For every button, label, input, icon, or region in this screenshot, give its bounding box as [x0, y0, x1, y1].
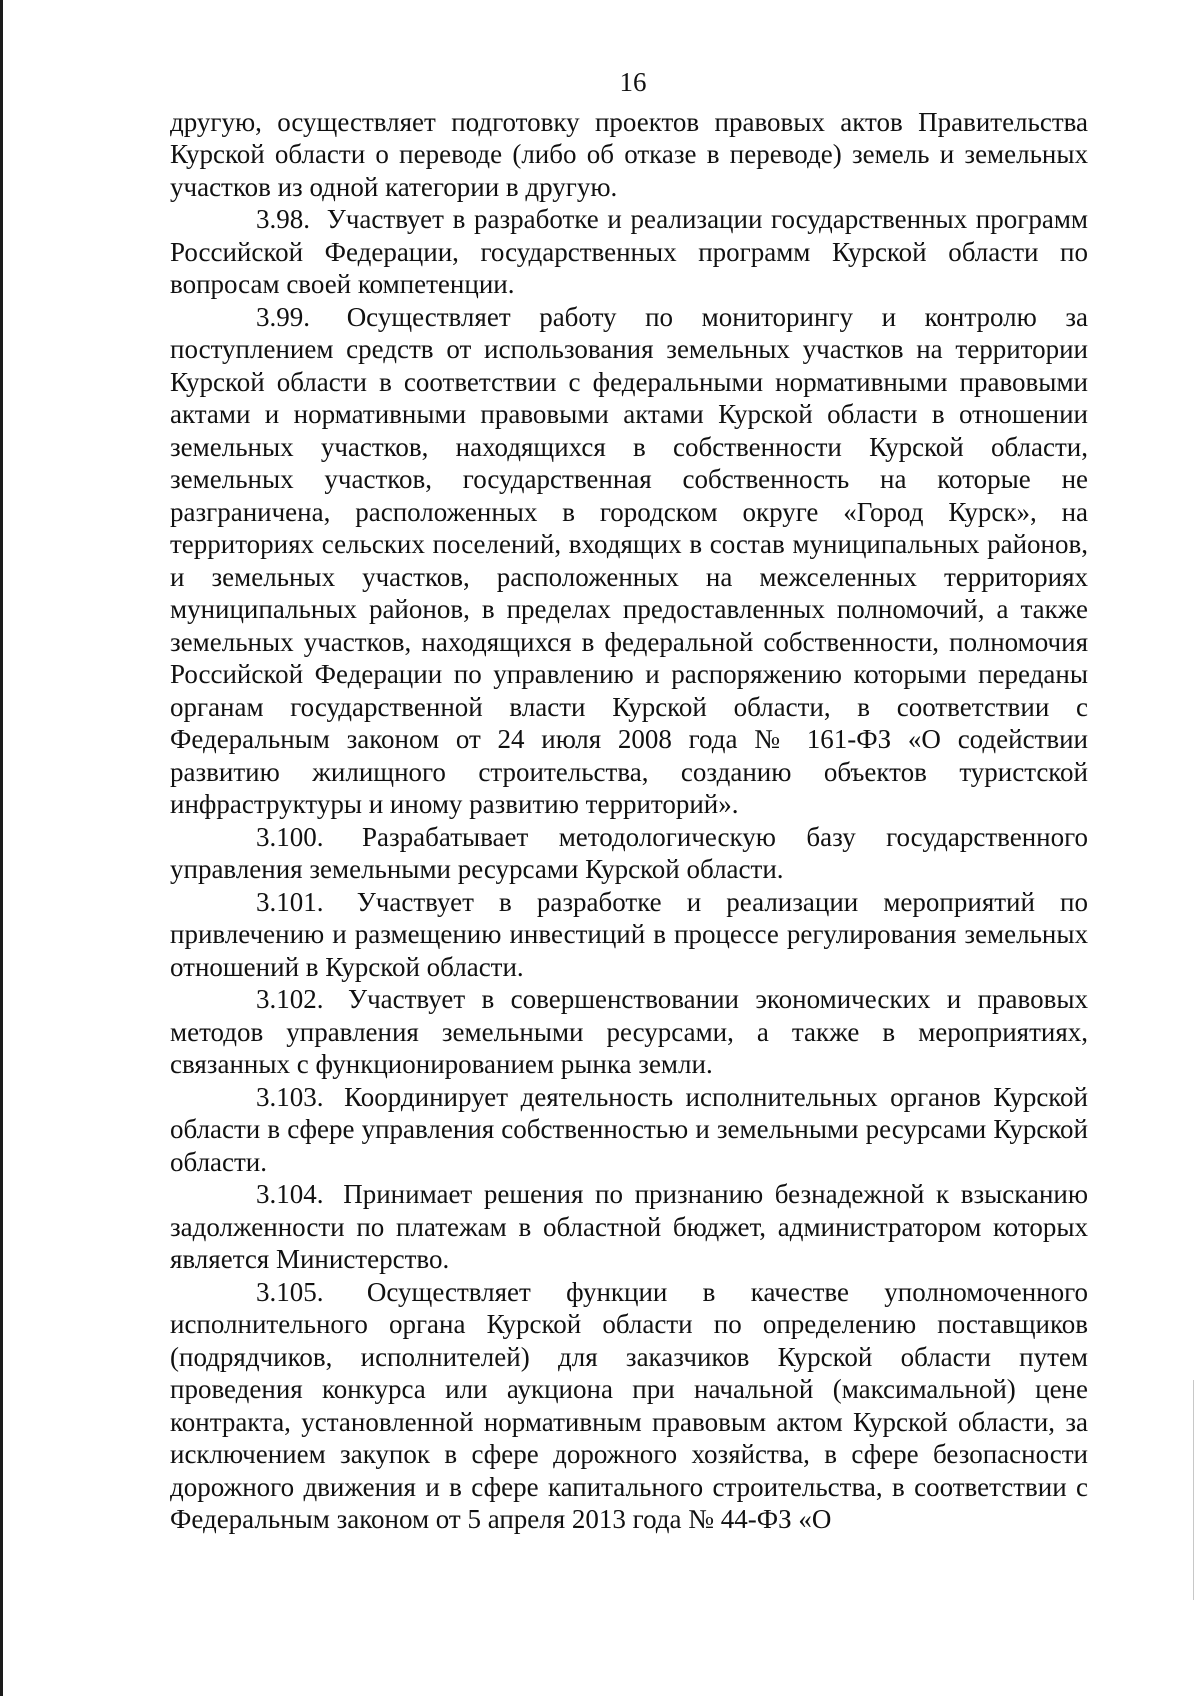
paragraph-text: Осуществляет работу по мониторингу и контролю за поступлением средств от использования земельных участков на территории Курской области в соответствии с федеральными нормативными правовыми актами и нормативными правовыми актами Курской области в отношении земельных участков, находящихся в собственности Курской области, земельных участков, государственная собственность на которые не разграничена, расположенных в городском округе «Город Курск», на территориях сельских поселений, входящих в состав муниципальных районов, и земельных участков, расположенных на межселенных территориях муниципальных районов, в пределах предоставленных полномочий, а также земельных участков, находящихся в федеральной собственности, полномочия Российской Федерации по управлению и распоряжению которыми переданы органам государственной власти Курской области, в соответствии с Федеральным законом от 24 июля 2008 года № 161-ФЗ «О содействии развитию жилищного строительства, созданию объектов туристской инфраструктуры и иному развитию территорий». — [170, 301, 1089, 819]
paragraph-number: 3.98. — [256, 204, 310, 234]
paragraph-3-99 — [170, 301, 1088, 821]
paragraph-number: 3.100. — [256, 821, 324, 852]
paragraph-3-102 — [170, 983, 1088, 1081]
paragraph-number: 3.99. — [256, 301, 310, 332]
paragraph-number: 3.103. — [256, 1081, 324, 1112]
paragraph-text: Осуществляет функции в качестве уполномоченного исполнительного органа Курской области по определению поставщиков (подрядчиков, исполнителей) для заказчиков Курской области путем проведения конкурса или аукциона при начальной (максимальной) цене контракта, установленной нормативным правовым актом Курской области, за исключением закупок в сфере дорожного хозяйства, в сфере безопасности дорожного движения и в сфере капитального строительства, в соответствии с Федеральным законом от 5 апреля 2013 года № 44-ФЗ «О — [170, 1276, 1088, 1534]
scan-edge-right — [1193, 1380, 1194, 1600]
paragraph-text: Участвует в разработке и реализации государственных программ Российской Федерации, государственных программ Курской области по вопросам своей компетенции. — [170, 204, 1088, 299]
paragraph-continuation — [170, 106, 1088, 204]
scan-edge-left — [0, 0, 3, 1696]
paragraph-text: другую, осуществляет подготовку проектов правовых актов Правительства Курской области о переводе (либо об отказе в переводе) земель и земельных участков из одной категории в другую. — [170, 106, 1088, 202]
paragraph-number: 3.104. — [256, 1179, 324, 1209]
paragraph-3-98 — [170, 203, 1088, 301]
paragraph-number: 3.101. — [256, 886, 324, 917]
paragraph-text: Участвует в совершенствовании экономических и правовых методов управления земельными ресурсами, а также в мероприятиях, связанных с функционированием рынка земли. — [170, 984, 1088, 1079]
paragraph-3-105 — [170, 1276, 1088, 1536]
document-page — [170, 66, 1088, 1536]
page-number: 16 — [619, 67, 647, 97]
paragraph-text: Принимает решения по признанию безнадежной к взысканию задолженности по платежам в областной бюджет, администратором которых является Министерство. — [170, 1179, 1089, 1274]
paragraph-3-104 — [170, 1178, 1088, 1276]
paragraph-3-100 — [170, 821, 1088, 886]
paragraph-number: 3.102. — [256, 984, 324, 1014]
paragraph-text: Участвует в разработке и реализации мероприятий по привлечению и размещению инвестиций в процессе регулирования земельных отношений в Курской области. — [170, 886, 1088, 982]
paragraph-text: Координирует деятельность исполнительных органов Курской области в сфере управления собственностью и земельными ресурсами Курской области. — [170, 1081, 1089, 1177]
paragraph-number: 3.105. — [256, 1276, 324, 1307]
paragraph-3-101 — [170, 886, 1088, 984]
paragraph-3-103 — [170, 1081, 1088, 1179]
paragraph-text: Разрабатывает методологическую базу государственного управления земельными ресурсами Курской области. — [170, 821, 1088, 884]
